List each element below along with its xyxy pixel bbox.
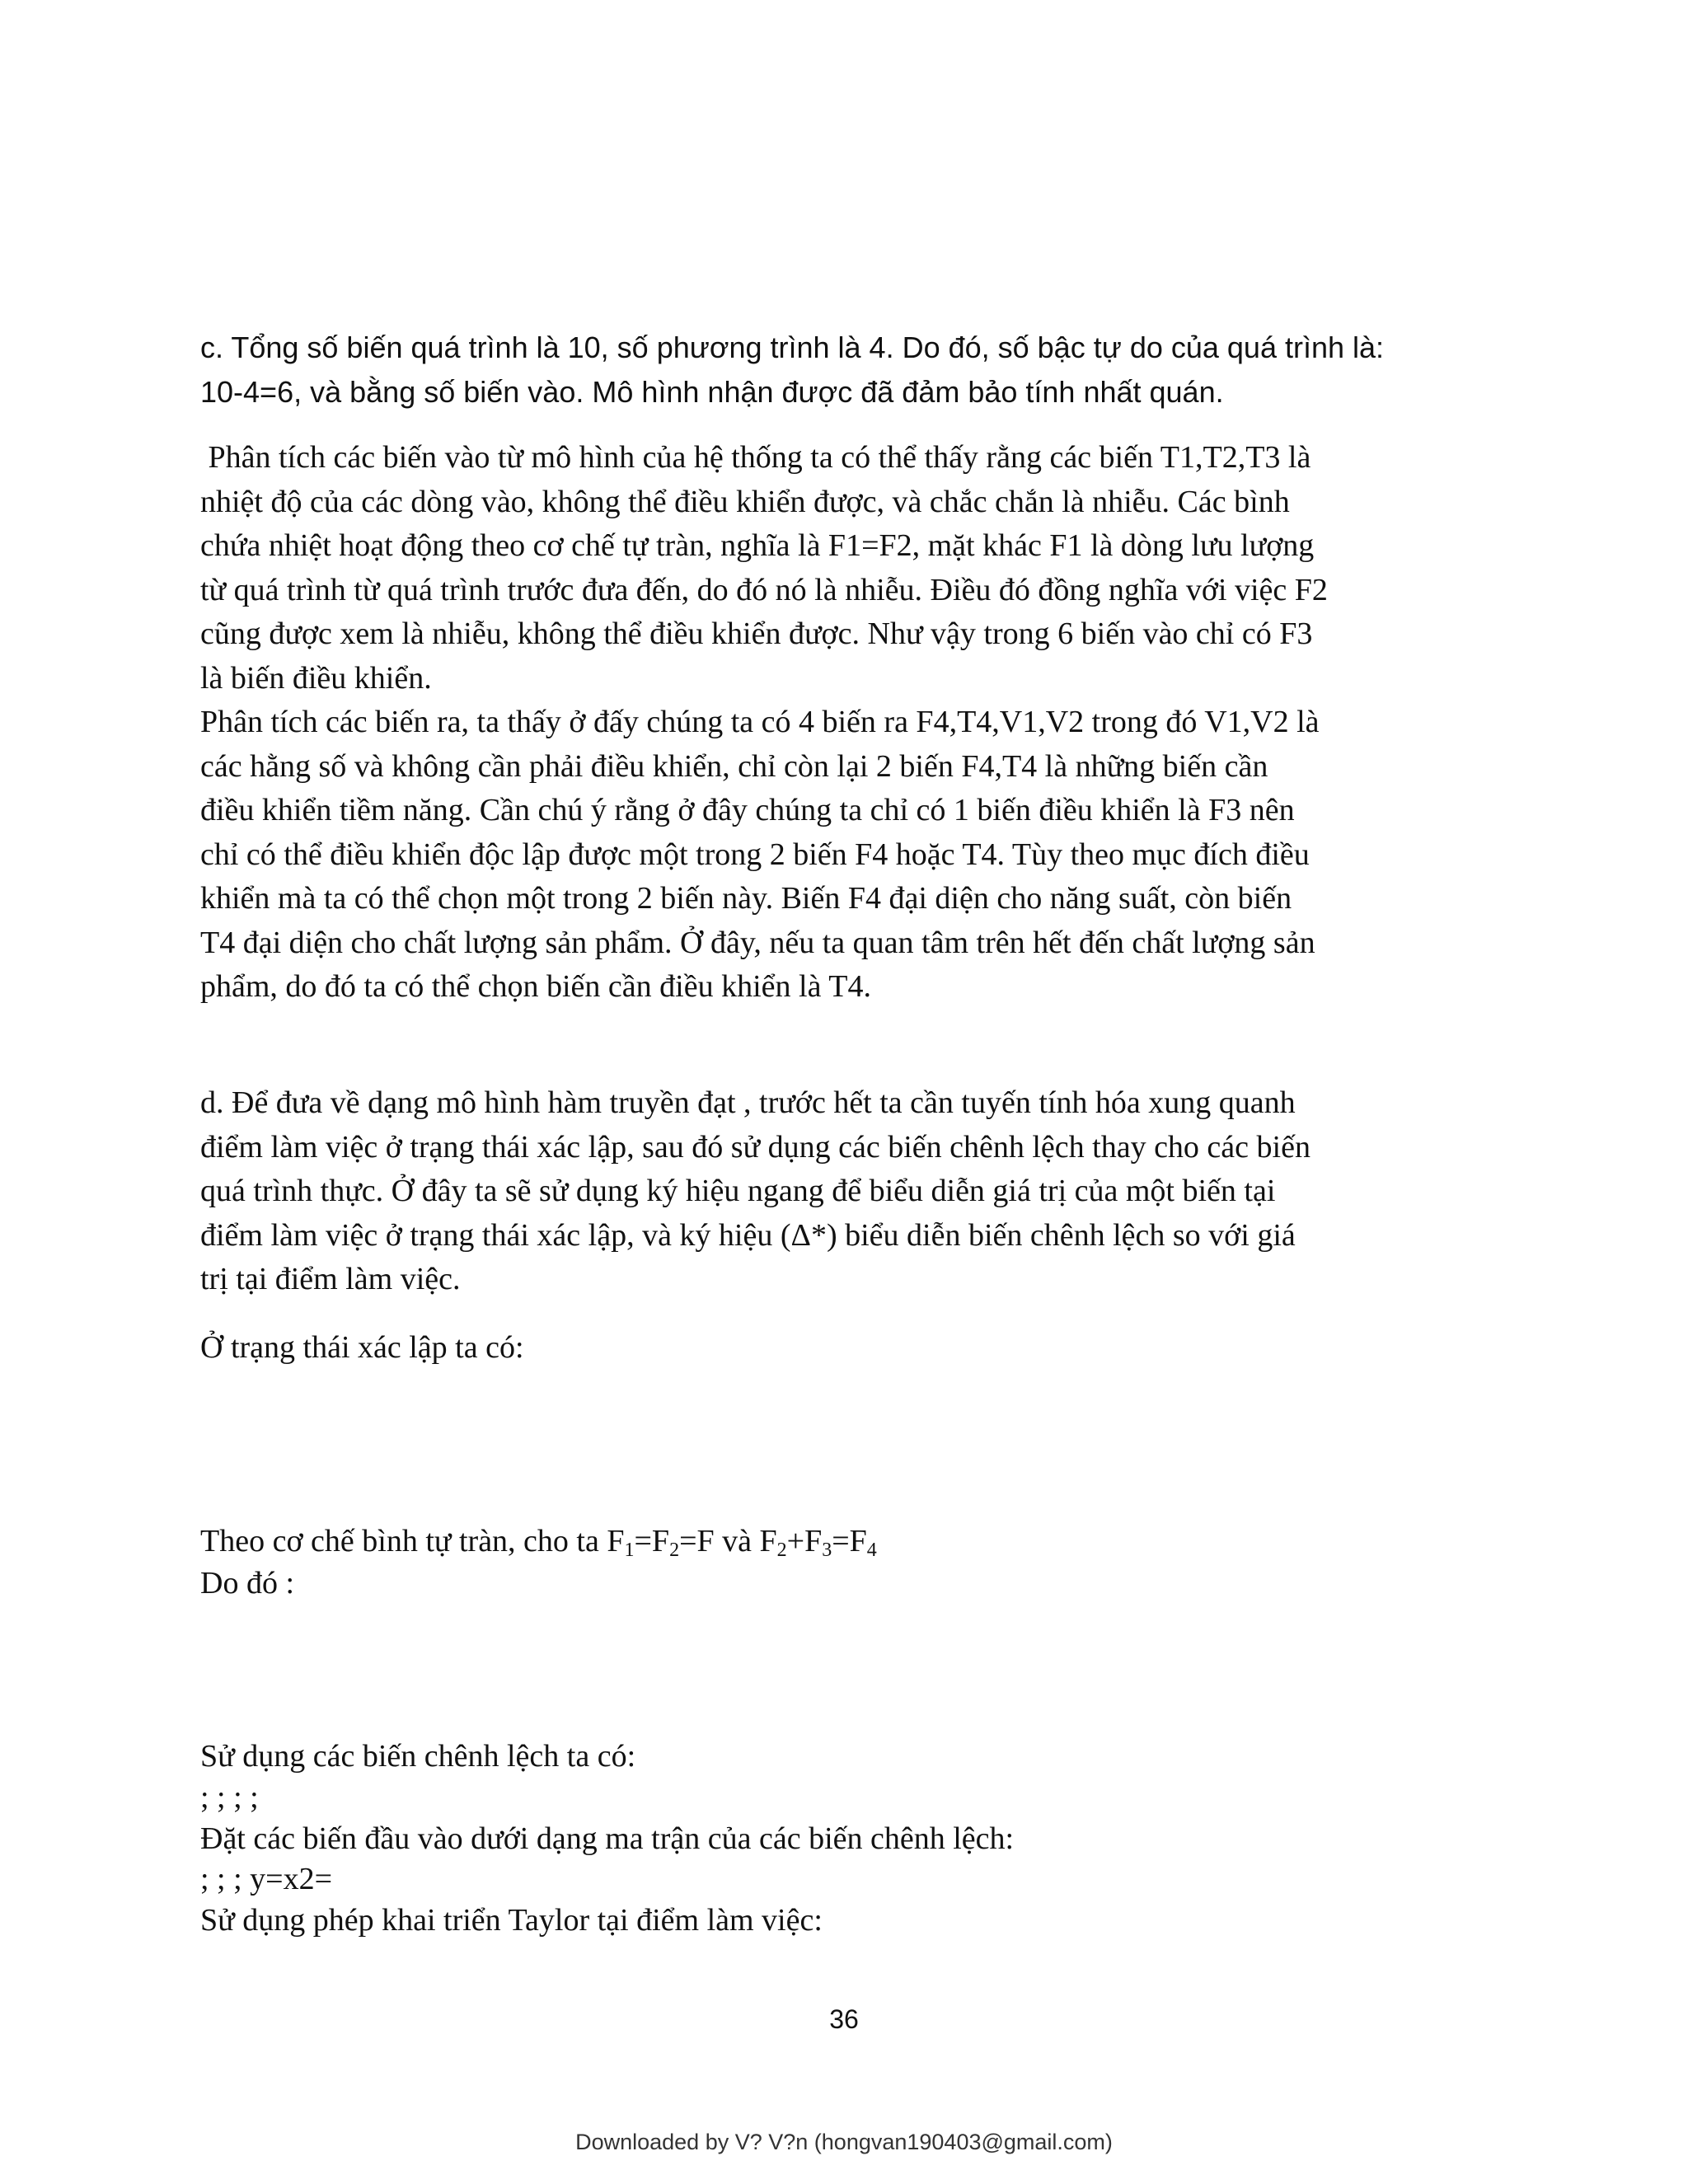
text-run: =F [634, 1524, 670, 1558]
text-line: các hằng số và không cần phải điều khiển, chỉ còn lại 2 biến F4,T4 là những biến cần [200, 748, 1268, 784]
semicolon-line: ; ; ; y=x2= [200, 1862, 333, 1896]
text-line: chỉ có thể điều khiển độc lập được một trong 2 biến F4 hoặc T4. Tùy theo mục đích điều [200, 837, 1310, 872]
text-line: khiển mà ta có thể chọn một trong 2 biến này. Biến F4 đại diện cho năng suất, còn biến [200, 881, 1292, 916]
paragraph-input-analysis [200, 436, 1503, 1010]
text-line: T4 đại diện cho chất lượng sản phẩm. Ở đây, nếu ta quan tâm trên hết đến chất lượng sản [200, 925, 1315, 960]
text-run: Theo cơ chế bình tự tràn, cho ta F [200, 1524, 625, 1558]
text-line: cũng được xem là nhiễu, không thể điều khiển được. Như vậy trong 6 biến vào chỉ có F3 [200, 616, 1313, 651]
text-line: điểm làm việc ở trạng thái xác lập, và ký hiệu (Δ*) biểu diễn biến chênh lệch so với giá [200, 1217, 1296, 1253]
subscript: 4 [866, 1540, 877, 1561]
text-line: quá trình thực. Ở đây ta sẽ sử dụng ký hiệu ngang để biểu diễn giá trị của một biến tại [200, 1174, 1276, 1208]
therefore-label: Do đó : [200, 1566, 294, 1601]
text-line: điểm làm việc ở trạng thái xác lập, sau đó sử dụng các biến chênh lệch thay cho các biến [200, 1129, 1311, 1165]
text-line: phẩm, do đó ta có thể chọn biến cần điều khiển là T4. [200, 969, 871, 1004]
matrix-intro: Đặt các biến đầu vào dưới dạng ma trận của các biến chênh lệch: [200, 1821, 1015, 1856]
subscript: 3 [822, 1540, 832, 1561]
text-line: trị tại điểm làm việc. [200, 1262, 461, 1296]
download-footer: Downloaded by V? V?n (hongvan190403@gmail.com) [575, 2130, 1113, 2154]
overflow-equation [200, 1521, 877, 1561]
text-run: +F [786, 1524, 823, 1558]
text-line: d. Để đưa về dạng mô hình hàm truyền đạt , trước hết ta cần tuyến tính hóa xung quanh [200, 1085, 1296, 1120]
semicolon-line: ; ; ; ; [200, 1780, 259, 1815]
deviation-intro: Sử dụng các biến chênh lệch ta có: [200, 1739, 636, 1774]
paragraph-d [200, 1081, 1503, 1302]
text-line: từ quá trình từ quá trình trước đưa đến, do đó nó là nhiễu. Điều đó đồng nghĩa với việc F2 [200, 572, 1328, 607]
text-line: điều khiển tiềm năng. Cần chú ý rằng ở đây chúng ta chỉ có 1 biến điều khiển là F3 nên [200, 793, 1295, 827]
text-line: Phân tích các biến ra, ta thấy ở đấy chúng ta có 4 biến ra F4,T4,V1,V2 trong đó V1,V2 là [200, 705, 1320, 739]
taylor-intro: Sử dụng phép khai triển Taylor tại điểm làm việc: [200, 1903, 823, 1938]
text-line: Phân tích các biến vào từ mô hình của hệ thống ta có thể thấy rằng các biến T1,T2,T3 là [200, 440, 1311, 475]
text-run: =F [832, 1524, 867, 1558]
text-line: 10-4=6, và bằng số biến vào. Mô hình nhận được đã đảm bảo tính nhất quán. [200, 374, 1224, 409]
steady-state-heading: Ở trạng thái xác lập ta có: [200, 1330, 524, 1365]
subscript: 2 [669, 1540, 680, 1561]
text-line: nhiệt độ của các dòng vào, không thể điều khiển được, và chắc chắn là nhiễu. Các bình [200, 484, 1290, 519]
page-number: 36 [829, 2004, 859, 2034]
text-run: =F và F [679, 1524, 777, 1558]
text-line: c. Tổng số biến quá trình là 10, số phương trình là 4. Do đó, số bậc tự do của quá trình là: [200, 330, 1385, 364]
subscript: 1 [624, 1540, 635, 1561]
paragraph-c [200, 326, 1503, 414]
text-line: chứa nhiệt hoạt động theo cơ chế tự tràn, nghĩa là F1=F2, mặt khác F1 là dòng lưu lượng [200, 528, 1315, 563]
subscript: 2 [776, 1540, 787, 1561]
text-line: là biến điều khiển. [200, 660, 432, 696]
